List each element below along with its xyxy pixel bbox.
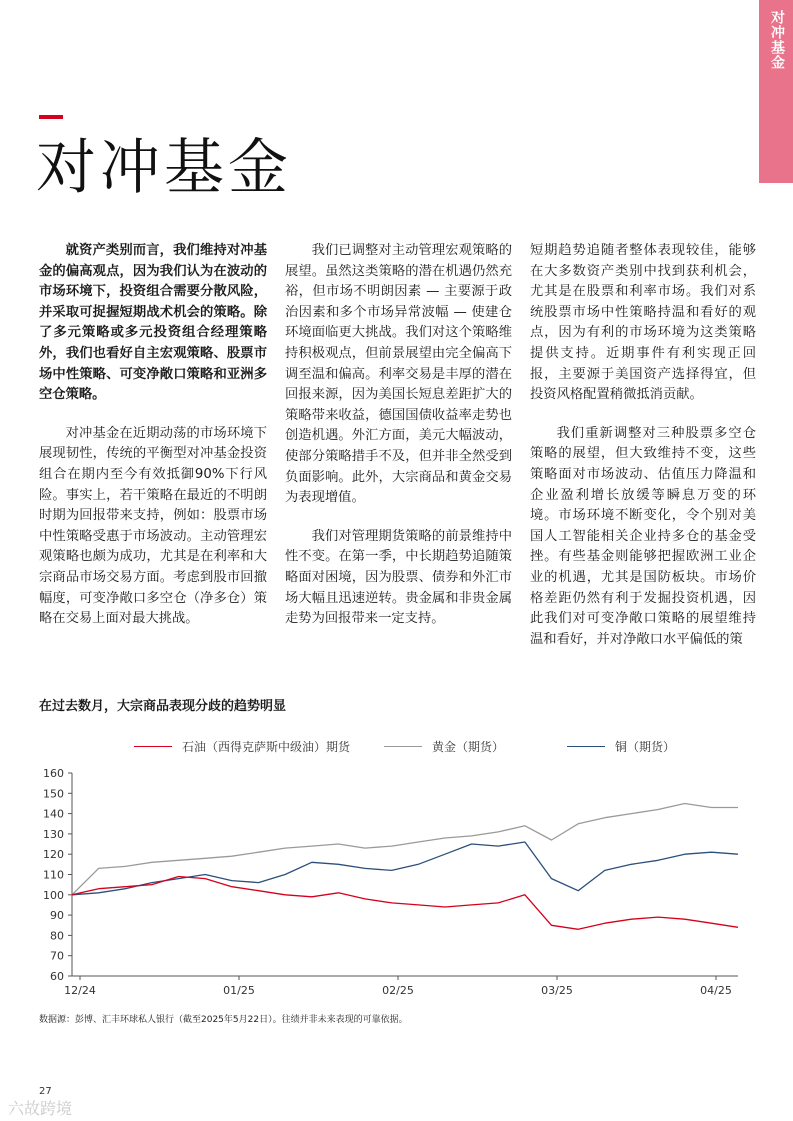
- page-title: 对冲基金: [36, 133, 292, 203]
- page-number: 27: [39, 1086, 52, 1097]
- line-chart: [0, 760, 793, 1000]
- legend-item-gold: [384, 738, 504, 755]
- x-tick-label: 04/25: [700, 984, 732, 997]
- legend-swatch-copper: [567, 746, 605, 747]
- x-tick-label: 02/25: [382, 984, 414, 997]
- x-tick-label: 12/24: [64, 984, 96, 997]
- body-paragraph: 我们对管理期货策略的前景维持中性不变。在第一季，中长期趋势追随策略面对困境，因为股票、债券和外汇市场大幅且迅速逆转。贵金属和非贵金属走势为回报带来一定支持。: [285, 528, 512, 627]
- x-tick-label: 03/25: [541, 984, 573, 997]
- text-column-1: [39, 241, 267, 648]
- y-tick-label: 60: [50, 970, 64, 983]
- body-paragraph: 我们已调整对主动管理宏观策略的展望。虽然这类策略的潜在机遇仍然充裕，但市场不明朗因素 — 主要源于政治因素和多个市场异常波幅 — 使建仓环境面临更大挑战。我们对这个策略维持积极观点，但前景展望由完全偏高下调至温和偏高。利率交易是丰厚的潜在回报来源，因为美国长短息差距扩大的策略带来收益，德国国债收益率走势也创造机遇。外汇方面，美元大幅波动，使部分策略措手不及，但并非全然受到负面影响。此外，大宗商品和黄金交易为表现增值。: [285, 243, 512, 506]
- text-column-2: [285, 241, 512, 648]
- legend-item-oil: [134, 738, 350, 755]
- legend-label-copper: 铜（期货）: [615, 740, 676, 754]
- legend-item-copper: [567, 738, 675, 755]
- section-tab[interactable]: [759, 0, 793, 183]
- y-tick-label: 80: [50, 929, 64, 943]
- series-line-gold: [72, 804, 738, 895]
- series-line-oil: [72, 877, 738, 930]
- legend-swatch-gold: [384, 746, 422, 747]
- legend-swatch-oil: [134, 746, 172, 747]
- watermark-logo: 六故跨境: [8, 1099, 73, 1118]
- y-tick-label: 90: [50, 909, 64, 923]
- y-tick-label: 70: [50, 949, 64, 963]
- y-tick-label: 110: [43, 868, 64, 882]
- y-tick-label: 140: [43, 807, 64, 821]
- y-tick-label: 130: [43, 827, 64, 841]
- legend-label-oil: 石油（西得克萨斯中级油）期货: [182, 740, 351, 754]
- legend-label-gold: 黄金（期货）: [432, 740, 505, 754]
- chart-source-note: 数据源：彭博、汇丰环球私人银行（截至2025年5月22日）。往绩并非未来表现的可靠依据。: [39, 1015, 408, 1025]
- chart-title: 在过去数月，大宗商品表现分歧的趋势明显: [39, 699, 287, 714]
- y-tick-label: 160: [43, 767, 64, 780]
- text-column-3: [530, 241, 756, 668]
- x-tick-label: 01/25: [223, 984, 255, 997]
- y-tick-label: 150: [43, 787, 64, 801]
- y-tick-label: 120: [43, 848, 64, 862]
- body-paragraph: 对冲基金在近期动荡的市场环境下展现韧性，传统的平衡型对冲基金投资组合在期内至今有效抵御90%下行风险。事实上，若干策略在最近的不明朗时期为回报带来支持，例如：股票市场中性策略受惠于市场波动。主动管理宏观策略也颇为成功，尤其是在利率和大宗商品市场交易方面。考虑到股市回撤幅度，可变净敞口多空仓（净多仓）策略在交易上面对最大挑战。: [39, 425, 267, 627]
- body-paragraph: 短期趋势追随者整体表现较佳，能够在大多数资产类别中找到获利机会，尤其是在股票和利率市场。我们对系统股票市场中性策略持温和看好的观点，因为有利的市场环境为这类策略提供支持。近期事件有利实现正回报，主要源于美国资产选择得宜，但投资风格配置稍微抵消贡献。: [530, 243, 756, 403]
- body-paragraph: 我们重新调整对三种股票多空仓策略的展望，但大致维持不变，这些策略面对市场波动、估值压力降温和企业盈利增长放缓等瞬息万变的环境。市场环境不断变化，令个别对美国人工智能相关企业持多仓的基金受挫。有些基金则能够把握欧洲工业企业的机遇，尤其是国防板块。市场价格差距仍然有利于发掘投资机遇，因此我们对可变净敞口策略的展望维持温和看好，并对净敞口水平偏低的策: [530, 425, 756, 647]
- lead-paragraph: 就资产类别而言，我们维持对冲基金的偏高观点，因为我们认为在波动的市场环境下，投资组合需要分散风险，并采取可捉握短期战术机会的策略。除了多元策略或多元投资组合经理策略外，我们也看好自主宏观策略、股票市场中性策略、可变净敞口策略和亚洲多空仓策略。: [39, 243, 267, 403]
- title-accent-bar: [39, 115, 63, 119]
- section-tab-label: 对冲基金: [769, 10, 785, 70]
- y-tick-label: 100: [43, 888, 64, 902]
- series-line-copper: [72, 842, 738, 895]
